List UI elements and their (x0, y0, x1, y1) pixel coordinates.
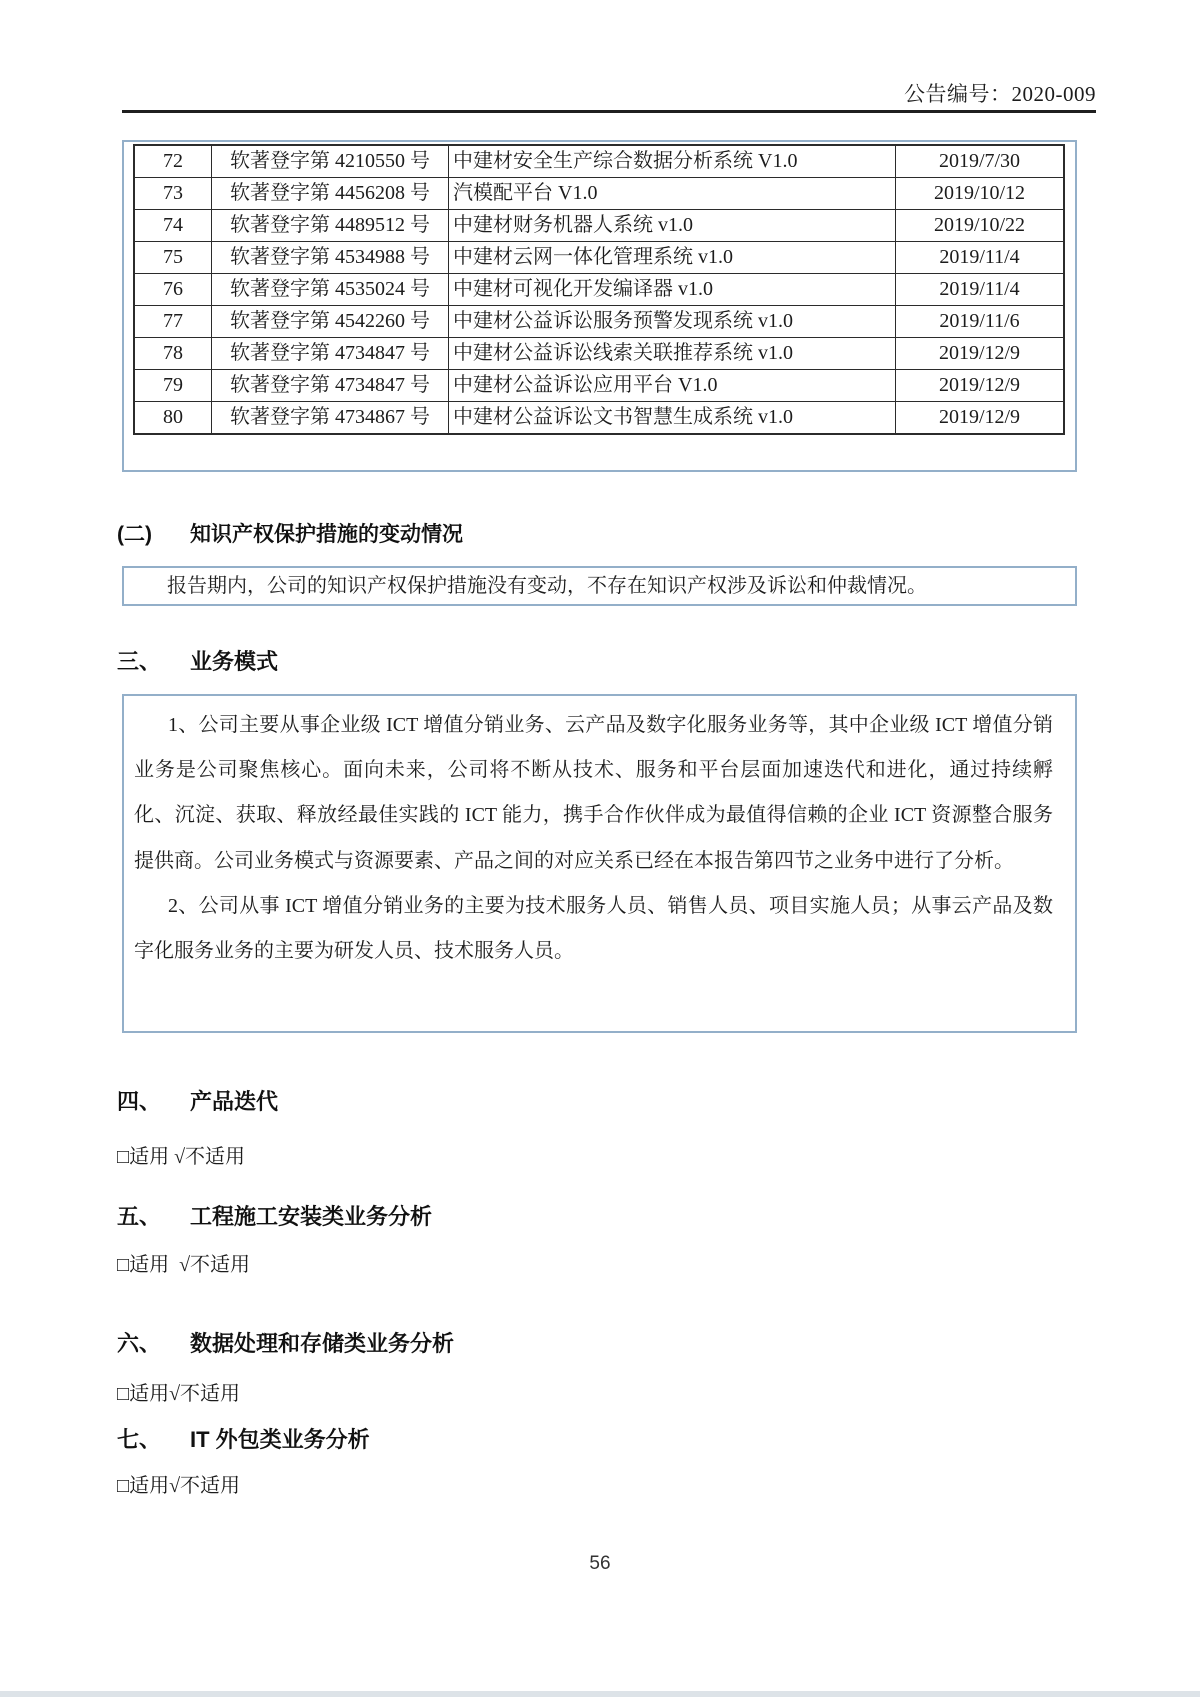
section-number: (二) (117, 523, 152, 546)
ip-protection-statement-box (122, 566, 1077, 606)
software-name-cell: 中建材公益诉讼文书智慧生成系统 v1.0 (449, 402, 896, 435)
registration-date-cell: 2019/12/9 (896, 402, 1065, 435)
section-heading-ip-protection (117, 518, 1096, 548)
section-heading-product-iteration (117, 1085, 1096, 1116)
doc-number: 公告编号：2020-009 (904, 82, 1096, 106)
section-number: 三、 (117, 649, 162, 674)
software-copyright-table-panel (122, 140, 1077, 472)
table-row (134, 145, 1064, 178)
software-table-body (134, 145, 1064, 434)
software-name-cell: 中建材公益诉讼服务预警发现系统 v1.0 (449, 306, 896, 338)
section-heading-data-processing-storage (117, 1327, 1096, 1358)
applicability-product-iteration: □适用 √不适用 (117, 1146, 246, 1168)
software-name-cell: 中建材可视化开发编译器 v1.0 (449, 274, 896, 306)
row-index-cell: 78 (134, 338, 212, 370)
software-copyright-table (133, 144, 1065, 435)
registration-date-cell: 2019/10/22 (896, 210, 1065, 242)
software-name-cell: 中建材云网一体化管理系统 v1.0 (449, 242, 896, 274)
row-index-cell: 80 (134, 402, 212, 435)
registration-date-cell: 2019/11/6 (896, 306, 1065, 338)
software-name-cell: 汽模配平台 V1.0 (449, 178, 896, 210)
registration-no-cell: 软著登字第 4734847 号 (212, 370, 449, 402)
registration-no-cell: 软著登字第 4734847 号 (212, 338, 449, 370)
row-index-cell: 76 (134, 274, 212, 306)
registration-date-cell: 2019/7/30 (896, 145, 1065, 178)
scan-edge (0, 1691, 1200, 1697)
business-model-paragraph-2: 2、公司从事 ICT 增值分销业务的主要为技术服务人员、销售人员、项目实施人员；从事云产品及数字化服务业务的主要为研发人员、技术服务人员。 (134, 894, 1053, 963)
row-index-cell: 73 (134, 178, 212, 210)
applicability-construction-installation: □适用 √不适用 (117, 1254, 251, 1276)
section-title: 业务模式 (190, 649, 279, 674)
software-name-cell: 中建材财务机器人系统 v1.0 (449, 210, 896, 242)
section-heading-it-outsourcing (117, 1423, 1096, 1454)
section-number: 七、 (117, 1427, 162, 1452)
row-index-cell: 79 (134, 370, 212, 402)
registration-no-cell: 软著登字第 4542260 号 (212, 306, 449, 338)
software-name-cell: 中建材公益诉讼应用平台 V1.0 (449, 370, 896, 402)
section-title: 数据处理和存储类业务分析 (190, 1331, 455, 1356)
section-title: 知识产权保护措施的变动情况 (190, 523, 463, 546)
section-number: 四、 (117, 1089, 162, 1114)
table-row (134, 306, 1064, 338)
row-index-cell: 77 (134, 306, 212, 338)
header-rule (122, 110, 1096, 113)
registration-date-cell: 2019/11/4 (896, 274, 1065, 306)
row-index-cell: 75 (134, 242, 212, 274)
section-title: 产品迭代 (190, 1089, 279, 1114)
section-number: 六、 (117, 1331, 162, 1356)
row-index-cell: 72 (134, 145, 212, 178)
section-title: 工程施工安装类业务分析 (190, 1204, 433, 1229)
registration-no-cell: 软著登字第 4210550 号 (212, 145, 449, 178)
table-row (134, 338, 1064, 370)
table-row (134, 402, 1064, 435)
registration-no-cell: 软著登字第 4456208 号 (212, 178, 449, 210)
registration-date-cell: 2019/12/9 (896, 338, 1065, 370)
applicability-it-outsourcing: □适用√不适用 (117, 1475, 241, 1497)
table-row (134, 370, 1064, 402)
section-title: IT 外包类业务分析 (190, 1427, 370, 1452)
section-heading-construction-installation (117, 1200, 1096, 1231)
registration-no-cell: 软著登字第 4535024 号 (212, 274, 449, 306)
table-row (134, 274, 1064, 306)
registration-no-cell: 软著登字第 4489512 号 (212, 210, 449, 242)
registration-date-cell: 2019/11/4 (896, 242, 1065, 274)
row-index-cell: 74 (134, 210, 212, 242)
section-number: 五、 (117, 1204, 162, 1229)
business-model-box (122, 694, 1077, 1033)
table-row (134, 178, 1064, 210)
table-row (134, 242, 1064, 274)
software-name-cell: 中建材安全生产综合数据分析系统 V1.0 (449, 145, 896, 178)
page-number: 56 (589, 1553, 611, 1574)
business-model-paragraph-1: 1、公司主要从事企业级 ICT 增值分销业务、云产品及数字化服务业务等，其中企业级 ICT 增值分销业务是公司聚焦核心。面向未来，公司将不断从技术、服务和平台层面加速迭代和进化，通过持续孵化、沉淀、获取、释放经最佳实践的 ICT 能力，携手合作伙伴成为最值得信赖的企业 ICT 资源整合服务提供商。公司业务模式与资源要素、产品之间的对应关系已经在本报告第四节之业务中进行了分析。 (134, 714, 1053, 872)
applicability-data-processing-storage: □适用√不适用 (117, 1383, 241, 1405)
registration-no-cell: 软著登字第 4534988 号 (212, 242, 449, 274)
registration-date-cell: 2019/12/9 (896, 370, 1065, 402)
registration-date-cell: 2019/10/12 (896, 178, 1065, 210)
ip-protection-statement: 报告期内，公司的知识产权保护措施没有变动，不存在知识产权涉及诉讼和仲裁情况。 (167, 575, 927, 597)
software-name-cell: 中建材公益诉讼线索关联推荐系统 v1.0 (449, 338, 896, 370)
section-heading-business-model (117, 645, 1096, 676)
table-row (134, 210, 1064, 242)
registration-no-cell: 软著登字第 4734867 号 (212, 402, 449, 435)
